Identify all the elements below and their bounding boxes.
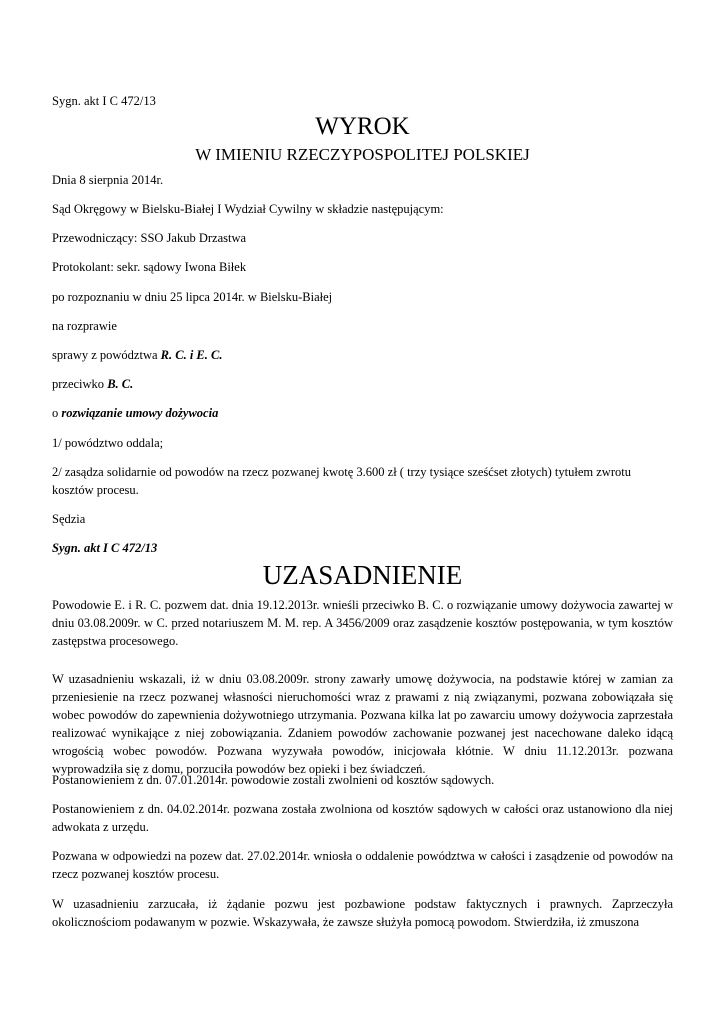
chairperson: Przewodniczący: SSO Jakub Drzastwa <box>52 231 247 245</box>
hearing-info: po rozpoznaniu w dniu 25 lipca 2014r. w Bielsku-Białej <box>52 290 333 304</box>
justification-paragraph-6: W uzasadnieniu zarzucała, iż żądanie pozwu jest pozbawione podstaw faktycznych i prawnych. Zaprzeczyła okolicznościom podawanym w pozwie. Wskazywała, że zawsze służyła pomocą powodom. Stwierdziła, iż zmuszona <box>52 897 673 929</box>
court-composition: Sąd Okręgowy w Bielsku-Białej I Wydział Cywilny w składzie następującym: <box>52 202 444 216</box>
case-subject: rozwiązanie umowy dożywocia <box>61 406 219 420</box>
justification-case-number: Sygn. akt I C 472/13 <box>52 541 158 555</box>
subject-line <box>52 404 218 422</box>
verdict-date: Dnia 8 sierpnia 2014r. <box>52 173 164 187</box>
defendant-name: B. C. <box>107 377 134 391</box>
case-number: Sygn. akt I C 472/13 <box>52 94 156 108</box>
justification-paragraph-3: Postanowieniem z dn. 07.01.2014r. powodowie zostali zwolnieni od kosztów sądowych. <box>52 773 495 787</box>
court-clerk: Protokolant: sekr. sądowy Iwona Biłek <box>52 260 247 274</box>
justification-title: UZASADNIENIE <box>262 560 463 590</box>
subject-prefix: o <box>52 406 62 420</box>
case-prefix: sprawy z powództwa <box>52 348 161 362</box>
justification-paragraph-4: Postanowieniem z dn. 04.02.2014r. pozwana została zwolniona od kosztów sądowych w całości oraz ustanowiono dla niej adwokata z urzędu. <box>52 802 673 834</box>
against-prefix: przeciwko <box>52 377 108 391</box>
justification-paragraph-1: Powodowie E. i R. C. pozwem dat. dnia 19.12.2013r. wnieśli przeciwko B. C. o rozwiązanie umowy dożywocia zawartej w dniu 03.08.2009r. w C. przed notariuszem M. M. rep. A 3456/2009 oraz zasądzenie kosztów postępowania, w tym kosztów zastępstwa procesowego. <box>52 598 673 648</box>
verdict-subtitle: W IMIENIU RZECZYPOSPOLITEJ POLSKIEJ <box>195 145 530 164</box>
verdict-point-2-line-1: 2/ zasądza solidarnie od powodów na rzecz pozwanej kwotę 3.600 zł ( trzy tysiące sześćset złotych) tytułem zwrotu <box>52 465 631 479</box>
case-plaintiffs-line <box>52 346 222 364</box>
verdict-title: WYROK <box>315 113 410 140</box>
session-type: na rozprawie <box>52 319 117 333</box>
verdict-point-2-line-2: kosztów procesu. <box>52 483 139 497</box>
plaintiffs-names: R. C. i E. C. <box>160 348 223 362</box>
judge-signature: Sędzia <box>52 512 86 526</box>
defendant-line <box>52 375 133 393</box>
justification-paragraph-5: Pozwana w odpowiedzi na pozew dat. 27.02.2014r. wniosła o oddalenie powództwa w całości i zasądzenie od powodów na rzecz pozwanej kosztów procesu. <box>52 849 673 881</box>
justification-paragraph-2: W uzasadnieniu wskazali, iż w dniu 03.08.2009r. strony zawarły umowę dożywocia, na podstawie której w zamian za przeniesienie na rzecz pozwanej własności nieruchomości wraz z prawami z nią związanymi, pozwana zobowiązała się wobec powodów do zapewnienia dożywotniego utrzymania. Pozwana kilka lat po zawarciu umowy dożywocia zaprzestała realizować wynikające z niej zobowiązania. Zdaniem powodów zachowanie pozwanej jest nacechowane daleko idącą wrogością wobec powodów. Pozwana wyzywała powodów, inicjowała kłótnie. W dniu 11.12.2013r. pozwana wyprowadziła się z domu, porzuciła powodów bez opieki i bez świadczeń. <box>52 672 673 776</box>
verdict-point-1: 1/ powództwo oddala; <box>52 436 164 450</box>
